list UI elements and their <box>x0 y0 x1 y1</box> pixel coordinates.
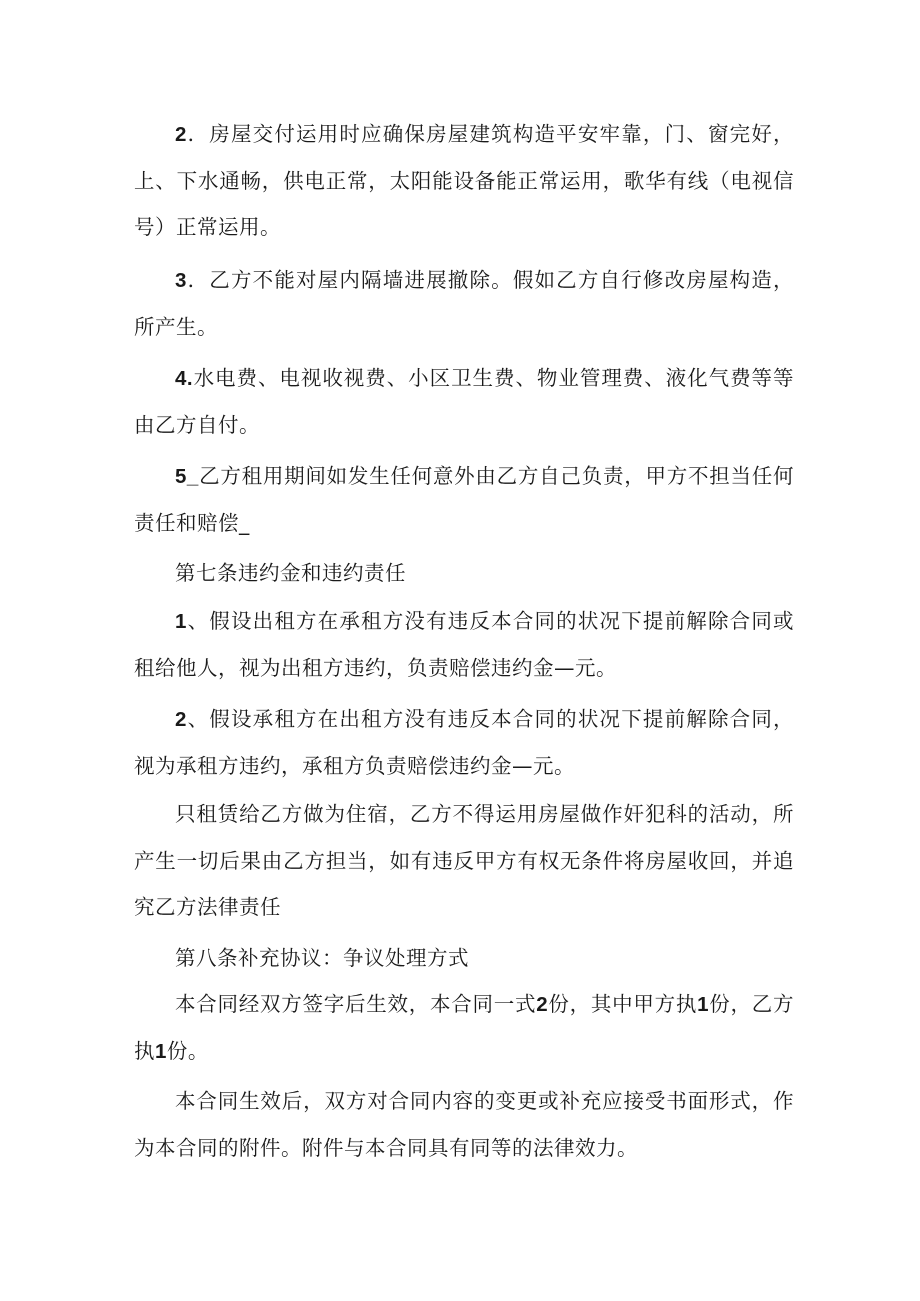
clause-number: 5_ <box>175 465 199 488</box>
heading-text: 第七条违约金和违约责任 <box>175 561 406 585</box>
clause-text: 乙方租用期间如发生任何意外由乙方自己负责，甲方不担当任何责任和赔偿_ <box>134 464 794 535</box>
clause-text: 本合同经双方签字后生效，本合同一式2份，其中甲方执1份，乙方执1份。 <box>134 992 795 1063</box>
heading-text: 第八条补充协议：争议处理方式 <box>175 946 469 970</box>
clause-2-house-delivery <box>134 111 794 250</box>
clause-text: 水电费、电视收视费、小区卫生费、物业管理费、液化气费等等由乙方自付。 <box>134 366 794 437</box>
article-8-heading <box>134 935 794 982</box>
clause-number: 2 <box>175 123 187 146</box>
clause-number: 4. <box>175 367 194 390</box>
clause-text: 本合同生效后，双方对合同内容的变更或补充应接受书面形式，作为本合同的附件。附件与本合同具有同等的法律效力。 <box>134 1089 794 1160</box>
clause-text: 、假设出租方在承租方没有违反本合同的状况下提前解除合同或租给他人，视为出租方违约，负责赔偿违约金—元。 <box>134 609 794 680</box>
article-7-item-2 <box>134 696 794 789</box>
clause-4-utility-fees <box>134 355 794 448</box>
clause-text: 、假设承租方在出租方没有违反本合同的状况下提前解除合同，视为承租方违约，承租方负责赔偿违约金—元。 <box>134 707 794 778</box>
amendment-clause <box>134 1078 794 1171</box>
clause-text: 只租赁给乙方做为住宿，乙方不得运用房屋做作奸犯科的活动，所产生一切后果由乙方担当，如有违反甲方有权无条件将房屋收回，并追究乙方法律责任 <box>134 802 794 919</box>
clause-number: 3 <box>175 269 187 292</box>
inline-number: 1 <box>155 1040 167 1063</box>
article-7-item-1 <box>134 598 794 691</box>
inline-number: 2 <box>536 993 549 1016</box>
clause-5-accident-liability <box>134 453 794 546</box>
clause-text: ．乙方不能对屋内隔墙进展撤除。假如乙方自行修改房屋构造，所产生。 <box>134 268 794 339</box>
clause-number: 1 <box>175 610 187 633</box>
contract-copies-clause <box>134 981 794 1075</box>
clause-text: ．房屋交付运用时应确保房屋建筑构造平安牢靠，门、窗完好，上、下水通畅，供电正常，太阳能设备能正常运用，歌华有线（电视信号）正常运用。 <box>134 122 794 239</box>
clause-number: 2 <box>175 708 187 731</box>
article-7-heading <box>134 550 794 597</box>
clause-3-wall-removal <box>134 257 794 350</box>
residential-use-clause <box>134 791 794 930</box>
inline-number: 1 <box>697 993 710 1016</box>
